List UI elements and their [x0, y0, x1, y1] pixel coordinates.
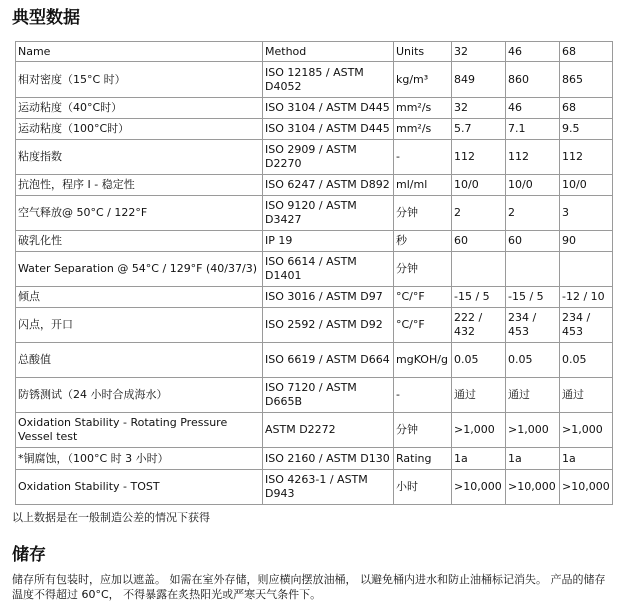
table-row — [16, 140, 613, 175]
table-row — [16, 98, 613, 119]
units-cell: 小时 — [394, 470, 452, 505]
method-cell: ISO 6614 / ASTM D1401 — [263, 252, 394, 287]
grade-46-cell: 46 — [506, 98, 560, 119]
grade-68-cell: 112 — [560, 140, 613, 175]
name-cell: Water Separation @ 54°C / 129°F (40/37/3) — [16, 252, 263, 287]
grade-32-cell: 60 — [452, 231, 506, 252]
grade-32-cell: 849 — [452, 62, 506, 98]
grade-32-cell: 2 — [452, 196, 506, 231]
grade-46-cell: 234 / 453 — [506, 308, 560, 343]
header-grade-68-cell: 68 — [560, 42, 613, 62]
grade-68-cell: 865 — [560, 62, 613, 98]
grade-46-cell: 7.1 — [506, 119, 560, 140]
grade-32-cell: 32 — [452, 98, 506, 119]
units-cell: - — [394, 140, 452, 175]
grade-68-cell: 68 — [560, 98, 613, 119]
grade-32-cell: >10,000 — [452, 470, 506, 505]
method-cell: IP 19 — [263, 231, 394, 252]
name-cell: 破乳化性 — [16, 231, 263, 252]
name-cell: 粘度指数 — [16, 140, 263, 175]
name-cell: Oxidation Stability - Rotating Pressure Vessel test — [16, 413, 263, 448]
method-cell: ISO 3104 / ASTM D445 — [263, 98, 394, 119]
grade-46-cell: -15 / 5 — [506, 287, 560, 308]
grade-32-cell: 112 — [452, 140, 506, 175]
table-row — [16, 287, 613, 308]
name-cell: *铜腐蚀，（100°C 时 3 小时） — [16, 448, 263, 470]
name-cell: 倾点 — [16, 287, 263, 308]
grade-68-cell: 9.5 — [560, 119, 613, 140]
table-header-row — [16, 42, 613, 62]
grade-32-cell: 10/0 — [452, 175, 506, 196]
name-cell: 防锈测试（24 小时合成海水） — [16, 378, 263, 413]
units-cell: kg/m³ — [394, 62, 452, 98]
units-cell: 分钟 — [394, 196, 452, 231]
header-method-cell: Method — [263, 42, 394, 62]
name-cell: 闪点，开口 — [16, 308, 263, 343]
units-cell: ml/ml — [394, 175, 452, 196]
units-cell: mgKOH/g — [394, 343, 452, 378]
grade-46-cell: 1a — [506, 448, 560, 470]
units-cell: 分钟 — [394, 252, 452, 287]
name-cell: 空气释放@ 50°C / 122°F — [16, 196, 263, 231]
header-name-cell: Name — [16, 42, 263, 62]
name-cell: 运动粘度（100°C时） — [16, 119, 263, 140]
grade-32-cell: -15 / 5 — [452, 287, 506, 308]
units-cell: - — [394, 378, 452, 413]
method-cell: ISO 6619 / ASTM D664 — [263, 343, 394, 378]
grade-68-cell: 0.05 — [560, 343, 613, 378]
table-row — [16, 119, 613, 140]
name-cell: 总酸值 — [16, 343, 263, 378]
grade-68-cell: 3 — [560, 196, 613, 231]
grade-46-cell: 112 — [506, 140, 560, 175]
header-grade-46-cell: 46 — [506, 42, 560, 62]
method-cell: ISO 3104 / ASTM D445 — [263, 119, 394, 140]
name-cell: Oxidation Stability - TOST — [16, 470, 263, 505]
units-cell: 分钟 — [394, 413, 452, 448]
grade-32-cell: 通过 — [452, 378, 506, 413]
storage-heading: 储存 — [12, 545, 46, 565]
grade-46-cell: 860 — [506, 62, 560, 98]
name-cell: 运动粘度（40°C时） — [16, 98, 263, 119]
grade-46-cell — [506, 252, 560, 287]
grade-32-cell: 5.7 — [452, 119, 506, 140]
grade-68-cell: 90 — [560, 231, 613, 252]
table-row — [16, 175, 613, 196]
grade-68-cell — [560, 252, 613, 287]
grade-32-cell: 0.05 — [452, 343, 506, 378]
units-cell: Rating — [394, 448, 452, 470]
header-grade-32-cell: 32 — [452, 42, 506, 62]
page-title: 典型数据 — [12, 8, 80, 28]
grade-68-cell: 234 / 453 — [560, 308, 613, 343]
table-row — [16, 378, 613, 413]
units-cell: mm²/s — [394, 119, 452, 140]
method-cell: ISO 12185 / ASTM D4052 — [263, 62, 394, 98]
grade-32-cell: 222 / 432 — [452, 308, 506, 343]
units-cell: mm²/s — [394, 98, 452, 119]
grade-46-cell: 通过 — [506, 378, 560, 413]
method-cell: ISO 9120 / ASTM D3427 — [263, 196, 394, 231]
table-row — [16, 343, 613, 378]
units-cell: °C/°F — [394, 287, 452, 308]
typical-data-table — [15, 41, 613, 505]
method-cell: ISO 2909 / ASTM D2270 — [263, 140, 394, 175]
table-row — [16, 62, 613, 98]
table-row — [16, 448, 613, 470]
header-units-cell: Units — [394, 42, 452, 62]
grade-46-cell: 0.05 — [506, 343, 560, 378]
name-cell: 抗泡性，程序 I - 稳定性 — [16, 175, 263, 196]
table-row — [16, 196, 613, 231]
grade-46-cell: 2 — [506, 196, 560, 231]
grade-32-cell: 1a — [452, 448, 506, 470]
grade-46-cell: >10,000 — [506, 470, 560, 505]
grade-32-cell: >1,000 — [452, 413, 506, 448]
grade-46-cell: 60 — [506, 231, 560, 252]
table-row — [16, 413, 613, 448]
grade-68-cell: 1a — [560, 448, 613, 470]
method-cell: ISO 6247 / ASTM D892 — [263, 175, 394, 196]
method-cell: ASTM D2272 — [263, 413, 394, 448]
method-cell: ISO 2160 / ASTM D130 — [263, 448, 394, 470]
table-row — [16, 308, 613, 343]
table-row — [16, 470, 613, 505]
table-row — [16, 231, 613, 252]
method-cell: ISO 2592 / ASTM D92 — [263, 308, 394, 343]
grade-68-cell: 10/0 — [560, 175, 613, 196]
method-cell: ISO 4263-1 / ASTM D943 — [263, 470, 394, 505]
units-cell: 秒 — [394, 231, 452, 252]
grade-46-cell: 10/0 — [506, 175, 560, 196]
footnote: 以上数据是在一般制造公差的情况下获得 — [12, 511, 210, 524]
method-cell: ISO 3016 / ASTM D97 — [263, 287, 394, 308]
grade-32-cell — [452, 252, 506, 287]
grade-46-cell: >1,000 — [506, 413, 560, 448]
grade-68-cell: >10,000 — [560, 470, 613, 505]
table-row — [16, 252, 613, 287]
storage-text: 储存所有包装时，应加以遮盖。 如需在室外存储，则应横向摆放油桶， 以避免桶内进水和防止油桶标记消失。 产品的储存温度不得超过 60°C， 不得暴露在炙热阳光或严寒天气条件下。 — [12, 573, 606, 601]
grade-68-cell: -12 / 10 — [560, 287, 613, 308]
method-cell: ISO 7120 / ASTM D665B — [263, 378, 394, 413]
grade-68-cell: 通过 — [560, 378, 613, 413]
units-cell: °C/°F — [394, 308, 452, 343]
table-body — [16, 42, 613, 505]
grade-68-cell: >1,000 — [560, 413, 613, 448]
name-cell: 相对密度（15°C 时） — [16, 62, 263, 98]
